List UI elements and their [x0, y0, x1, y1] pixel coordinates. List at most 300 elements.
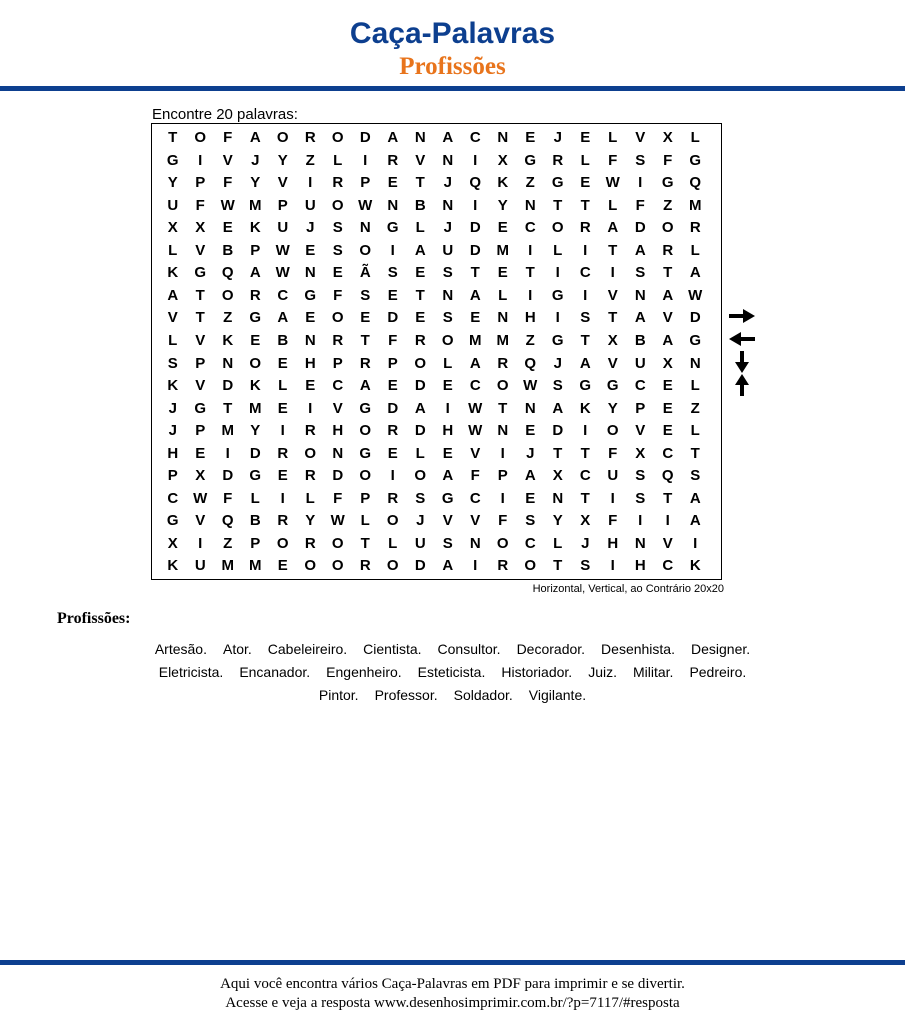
- word-list: [0, 638, 905, 707]
- grid-cell: V: [470, 512, 481, 530]
- grid-cell: F: [635, 196, 645, 214]
- grid-cell: E: [415, 264, 426, 282]
- grid-cell: E: [387, 377, 398, 395]
- grid-cell: O: [496, 534, 509, 552]
- grid-cell: S: [442, 264, 453, 282]
- grid-cell: E: [525, 489, 536, 507]
- grid-cell: L: [360, 512, 370, 530]
- grid-cell: E: [305, 377, 316, 395]
- grid-cell: U: [607, 467, 619, 485]
- grid-cell: N: [469, 534, 481, 552]
- grid-cell: L: [498, 286, 508, 304]
- grid-cell: I: [528, 241, 533, 259]
- grid-cell: O: [331, 129, 344, 146]
- grid-cell: D: [387, 399, 399, 417]
- grid-cell: I: [693, 534, 698, 552]
- grid-cell: K: [167, 264, 179, 282]
- word-item: Desenhista.: [601, 641, 675, 657]
- grid-cell: E: [387, 286, 398, 304]
- grid-cell: H: [524, 309, 536, 327]
- grid-cell: B: [277, 331, 289, 349]
- grid-cell: R: [332, 174, 344, 192]
- grid-cell: D: [414, 557, 426, 575]
- grid-cell: D: [222, 377, 234, 395]
- grid-cell: R: [497, 557, 509, 575]
- grid-cell: J: [416, 512, 425, 530]
- grid-cell: K: [222, 331, 234, 349]
- grid-cell: N: [524, 196, 536, 214]
- grid-cell: T: [608, 241, 618, 259]
- grid-cell: A: [442, 129, 454, 146]
- grid-cell: E: [580, 174, 591, 192]
- grid-cell: V: [222, 151, 233, 169]
- grid-cell: O: [359, 241, 372, 259]
- grid-cell: Q: [661, 467, 674, 485]
- grid-cell: T: [553, 557, 563, 575]
- word-item: Cientista.: [363, 641, 422, 657]
- grid-cell: M: [221, 557, 234, 575]
- grid-cell: I: [555, 264, 560, 282]
- grid-cell: D: [332, 467, 344, 485]
- grid-cell: C: [469, 377, 481, 395]
- grid-cell: I: [583, 286, 588, 304]
- grid-cell: I: [198, 151, 203, 169]
- grid-cell: J: [553, 129, 562, 146]
- grid-cell: R: [332, 331, 344, 349]
- word-list-line: [0, 661, 905, 684]
- grid-cell: I: [665, 512, 670, 530]
- grid-cell: I: [555, 309, 560, 327]
- grid-cell: X: [662, 354, 673, 372]
- grid-cell: E: [195, 444, 206, 462]
- grid-cell: O: [304, 557, 317, 575]
- grid-cell: Z: [223, 534, 233, 552]
- grid-cell: G: [551, 286, 564, 304]
- grid-cell: M: [469, 331, 482, 349]
- grid-cell: J: [443, 174, 452, 192]
- grid-cell: W: [468, 422, 483, 440]
- word-search-grid: [151, 123, 722, 580]
- grid-cell: L: [168, 241, 178, 259]
- grid-cell: U: [414, 534, 426, 552]
- grid-cell: U: [634, 354, 646, 372]
- footer-line-1: Aqui você encontra vários Caça-Palavras em PDF para imprimir e se divertir.: [220, 976, 685, 992]
- grid-cell: D: [469, 219, 481, 237]
- grid-cell: Y: [250, 422, 261, 440]
- grid-cell: I: [610, 489, 615, 507]
- grid-cell: L: [608, 196, 618, 214]
- grid-cell: D: [222, 467, 234, 485]
- grid-cell: F: [470, 467, 480, 485]
- grid-cell: K: [579, 399, 591, 417]
- grid-cell: E: [332, 264, 343, 282]
- grid-cell: Y: [167, 174, 178, 192]
- grid-cell: O: [441, 331, 454, 349]
- grid-cell: F: [333, 489, 343, 507]
- grid-cell: O: [331, 557, 344, 575]
- grid-cell: Y: [305, 512, 316, 530]
- grid-cell: N: [442, 196, 454, 214]
- grid-cell: S: [167, 354, 178, 372]
- grid-cell: W: [220, 196, 235, 214]
- grid-cell: L: [278, 377, 288, 395]
- grid-cell: T: [525, 264, 535, 282]
- grid-cell: T: [168, 129, 178, 146]
- word-item: Ator.: [222, 641, 252, 657]
- grid-cell: A: [469, 354, 481, 372]
- grid-cell: E: [305, 241, 316, 259]
- grid-cell: N: [634, 534, 646, 552]
- grid-cell: P: [387, 354, 398, 372]
- grid-cell: C: [634, 377, 646, 395]
- grid-cell: R: [497, 354, 509, 372]
- arrow-down-icon: [728, 351, 756, 373]
- grid-cell: W: [688, 286, 703, 304]
- grid-cell: P: [250, 534, 261, 552]
- grid-cell: D: [249, 444, 261, 462]
- grid-cell: M: [249, 399, 262, 417]
- grid-cell: N: [497, 129, 509, 146]
- grid-cell: E: [387, 174, 398, 192]
- grid-cell: V: [195, 331, 206, 349]
- grid-cell: T: [553, 196, 563, 214]
- grid-cell: P: [360, 489, 371, 507]
- grid-cell: F: [663, 151, 673, 169]
- grid-cell: B: [634, 331, 646, 349]
- grid-cell: V: [662, 309, 673, 327]
- grid-cell: U: [194, 557, 206, 575]
- grid-cell: O: [606, 422, 619, 440]
- grid-cell: L: [443, 354, 453, 372]
- grid-cell: T: [470, 264, 480, 282]
- grid-cell: O: [276, 129, 289, 146]
- grid-cell: N: [304, 331, 316, 349]
- grid-cell: T: [580, 331, 590, 349]
- grid-cell: T: [195, 309, 205, 327]
- grid-cell: J: [553, 354, 562, 372]
- footer: [0, 975, 905, 1013]
- grid-cell: A: [167, 286, 179, 304]
- grid-cell: N: [552, 489, 564, 507]
- grid-cell: Ã: [359, 264, 371, 282]
- word-item: Designer.: [690, 641, 751, 657]
- arrow-left-icon: [728, 328, 756, 350]
- grid-cell: H: [607, 534, 619, 552]
- grid-cell: W: [275, 241, 290, 259]
- grid-cell: E: [525, 422, 536, 440]
- grid-cell: S: [635, 151, 646, 169]
- grid-cell: E: [470, 309, 481, 327]
- word-item: Engenheiro.: [326, 664, 402, 680]
- grid-cell: Z: [690, 399, 700, 417]
- grid-cell: L: [168, 331, 178, 349]
- grid-cell: A: [607, 219, 619, 237]
- grid-cell: O: [359, 422, 372, 440]
- grid-cell: I: [638, 512, 643, 530]
- grid-cell: O: [661, 219, 674, 237]
- grid-cell: F: [195, 196, 205, 214]
- grid-cell: S: [552, 377, 563, 395]
- grid-cell: A: [359, 377, 371, 395]
- grid-cell: R: [689, 219, 701, 237]
- grid-cell: K: [497, 174, 509, 192]
- grid-cell: E: [277, 399, 288, 417]
- grid-cell: J: [168, 399, 177, 417]
- grid-cell: N: [497, 422, 509, 440]
- grid-cell: R: [662, 241, 674, 259]
- grid-cell: A: [469, 286, 481, 304]
- grid-cell: I: [583, 422, 588, 440]
- grid-cell: Q: [689, 174, 702, 192]
- grid-cell: O: [304, 444, 317, 462]
- grid-cell: C: [662, 444, 674, 462]
- grid-cell: X: [607, 331, 618, 349]
- grid-cell: Y: [277, 151, 288, 169]
- grid-cell: R: [304, 422, 316, 440]
- grid-cell: K: [167, 377, 179, 395]
- grid-cell: M: [249, 557, 262, 575]
- grid-cell: P: [195, 422, 206, 440]
- grid-cell: I: [583, 241, 588, 259]
- grid-cell: A: [249, 264, 261, 282]
- grid-cell: N: [689, 354, 701, 372]
- grid-cell: L: [415, 219, 425, 237]
- grid-cell: E: [662, 422, 673, 440]
- grid-cell: C: [524, 534, 536, 552]
- grid-cell: R: [359, 354, 371, 372]
- grid-cell: N: [414, 129, 426, 146]
- grid-cell: P: [497, 467, 508, 485]
- arrow-right-icon: [728, 305, 756, 327]
- grid-cell: D: [414, 377, 426, 395]
- grid-cell: N: [304, 264, 316, 282]
- grid-cell: H: [634, 557, 646, 575]
- grid-cell: F: [608, 444, 618, 462]
- grid-cell: H: [332, 422, 344, 440]
- grid-cell: E: [662, 377, 673, 395]
- grid-cell: A: [442, 557, 454, 575]
- grid-cell: E: [277, 354, 288, 372]
- grid-cell: O: [414, 467, 427, 485]
- grid-cell: R: [277, 512, 289, 530]
- grid-cell: N: [524, 399, 536, 417]
- grid-cell: A: [414, 241, 426, 259]
- grid-cell: N: [497, 309, 509, 327]
- grid-cell: A: [387, 129, 399, 146]
- grid-cell: C: [579, 467, 591, 485]
- grid-cell: G: [249, 467, 262, 485]
- grid-cell: V: [167, 309, 178, 327]
- word-item: Decorador.: [516, 641, 586, 657]
- grid-cell: Y: [250, 174, 261, 192]
- grid-cell: E: [525, 129, 536, 146]
- word-item: Professor.: [374, 687, 438, 703]
- grid-cell: E: [222, 219, 233, 237]
- grid-cell: S: [580, 309, 591, 327]
- grid-cell: T: [553, 444, 563, 462]
- grid-cell: I: [280, 422, 285, 440]
- grid-cell: S: [635, 264, 646, 282]
- grid-cell: R: [579, 219, 591, 237]
- grid-cell: G: [304, 286, 317, 304]
- grid-cell: O: [524, 557, 537, 575]
- grid-cell: Y: [607, 399, 618, 417]
- grid-cell: V: [470, 444, 481, 462]
- grid-cell: U: [304, 196, 316, 214]
- grid-cell: O: [359, 467, 372, 485]
- grid-cell: S: [332, 241, 343, 259]
- grid-cell: S: [442, 534, 453, 552]
- grid-cell: T: [663, 489, 673, 507]
- word-item: Cabeleireiro.: [267, 641, 348, 657]
- grid-cell: E: [305, 309, 316, 327]
- grid-cell: K: [249, 377, 261, 395]
- grid-cell: K: [689, 557, 701, 575]
- grid-cell: N: [222, 354, 234, 372]
- grid-cell: V: [195, 512, 206, 530]
- grid-cell: G: [689, 151, 702, 169]
- grid-cell: R: [304, 534, 316, 552]
- page-subtitle: Profissões: [399, 53, 506, 80]
- grid-cell: C: [469, 489, 481, 507]
- grid-cell: I: [363, 151, 368, 169]
- grid-cell: R: [414, 331, 426, 349]
- grid-cell: T: [360, 331, 370, 349]
- grid-cell: V: [332, 399, 343, 417]
- grid-cell: R: [387, 422, 399, 440]
- grid-cell: S: [387, 264, 398, 282]
- grid-cell: S: [635, 467, 646, 485]
- grid-cell: Z: [223, 309, 233, 327]
- grid-cell: D: [359, 129, 371, 146]
- grid-cell: T: [360, 534, 370, 552]
- grid-cell: P: [195, 354, 206, 372]
- grid-cell: P: [360, 174, 371, 192]
- grid-cell: E: [497, 219, 508, 237]
- word-item: Juiz.: [588, 664, 617, 680]
- grid-cell: S: [690, 467, 701, 485]
- grid-cell: O: [276, 534, 289, 552]
- grid-cell: X: [195, 467, 206, 485]
- grid-cell: N: [387, 196, 399, 214]
- grid-cell: X: [497, 151, 508, 169]
- word-item: Pedreiro.: [689, 664, 747, 680]
- grid-directions-note: Horizontal, Vertical, ao Contrário 20x20: [532, 583, 724, 595]
- grid-cell: X: [580, 512, 591, 530]
- grid-cell: V: [607, 286, 618, 304]
- grid-cell: A: [689, 264, 701, 282]
- grid-cell: Z: [663, 196, 673, 214]
- top-divider: [0, 86, 905, 91]
- grid-cell: L: [690, 241, 700, 259]
- grid-cell: N: [442, 151, 454, 169]
- grid-cell: V: [442, 512, 453, 530]
- grid-cell: T: [223, 399, 233, 417]
- word-item: Consultor.: [437, 641, 501, 657]
- page-title: Caça-Palavras: [349, 17, 556, 50]
- grid-cell: F: [223, 129, 233, 146]
- grid-cell: X: [167, 219, 178, 237]
- grid-cell: O: [331, 534, 344, 552]
- grid-cell: P: [250, 241, 261, 259]
- grid-cell: V: [662, 534, 673, 552]
- grid-cell: E: [662, 399, 673, 417]
- grid-cell: G: [166, 512, 179, 530]
- grid-cell: J: [443, 219, 452, 237]
- grid-cell: A: [634, 309, 646, 327]
- grid-cell: S: [415, 489, 426, 507]
- grid-cell: F: [608, 151, 618, 169]
- grid-cell: X: [195, 219, 206, 237]
- grid-cell: G: [689, 331, 702, 349]
- grid-cell: R: [304, 129, 316, 146]
- grid-cell: C: [469, 129, 481, 146]
- grid-cell: H: [442, 422, 454, 440]
- grid-cell: C: [167, 489, 179, 507]
- grid-cell: O: [221, 286, 234, 304]
- grid-cell: I: [473, 151, 478, 169]
- grid-cell: A: [689, 489, 701, 507]
- word-item: Militar.: [632, 664, 674, 680]
- grid-cell: D: [414, 422, 426, 440]
- grid-cell: A: [662, 331, 674, 349]
- grid-cell: V: [607, 354, 618, 372]
- grid-cell: P: [195, 174, 206, 192]
- grid-cell: W: [468, 399, 483, 417]
- grid-cell: S: [580, 557, 591, 575]
- grid-cell: I: [308, 174, 313, 192]
- grid-cell: G: [661, 174, 674, 192]
- grid-cell: P: [332, 354, 343, 372]
- grid-cell: O: [331, 196, 344, 214]
- grid-cell: A: [579, 354, 591, 372]
- grid-cell: G: [359, 399, 372, 417]
- grid-cell: X: [662, 129, 673, 146]
- grid-cell: G: [359, 444, 372, 462]
- grid-cell: A: [277, 309, 289, 327]
- grid-cell: R: [552, 151, 564, 169]
- grid-cell: T: [415, 174, 425, 192]
- grid-cell: K: [249, 219, 261, 237]
- grid-cell: L: [580, 151, 590, 169]
- word-item: Eletricista.: [158, 664, 224, 680]
- grid-cell: A: [442, 467, 454, 485]
- grid-cell: W: [330, 512, 345, 530]
- grid-cell: F: [608, 512, 618, 530]
- grid-cell: N: [442, 286, 454, 304]
- grid-cell: Q: [469, 174, 482, 192]
- grid-cell: O: [414, 354, 427, 372]
- grid-cell: R: [387, 151, 399, 169]
- grid-cell: G: [249, 309, 262, 327]
- grid-cell: N: [359, 219, 371, 237]
- grid-cell: E: [580, 129, 591, 146]
- grid-cell: I: [610, 557, 615, 575]
- grid-cell: I: [610, 264, 615, 282]
- grid-cell: R: [249, 286, 261, 304]
- grid-cell: T: [498, 399, 508, 417]
- grid-cell: O: [496, 377, 509, 395]
- grid-cell: S: [332, 219, 343, 237]
- grid-cell: C: [579, 264, 591, 282]
- grid-cell: C: [524, 219, 536, 237]
- grid-cell: W: [275, 264, 290, 282]
- grid-cell: H: [304, 354, 316, 372]
- grid-cell: T: [608, 309, 618, 327]
- grid-cell: G: [524, 151, 537, 169]
- grid-cell: M: [496, 241, 509, 259]
- grid-cell: W: [605, 174, 620, 192]
